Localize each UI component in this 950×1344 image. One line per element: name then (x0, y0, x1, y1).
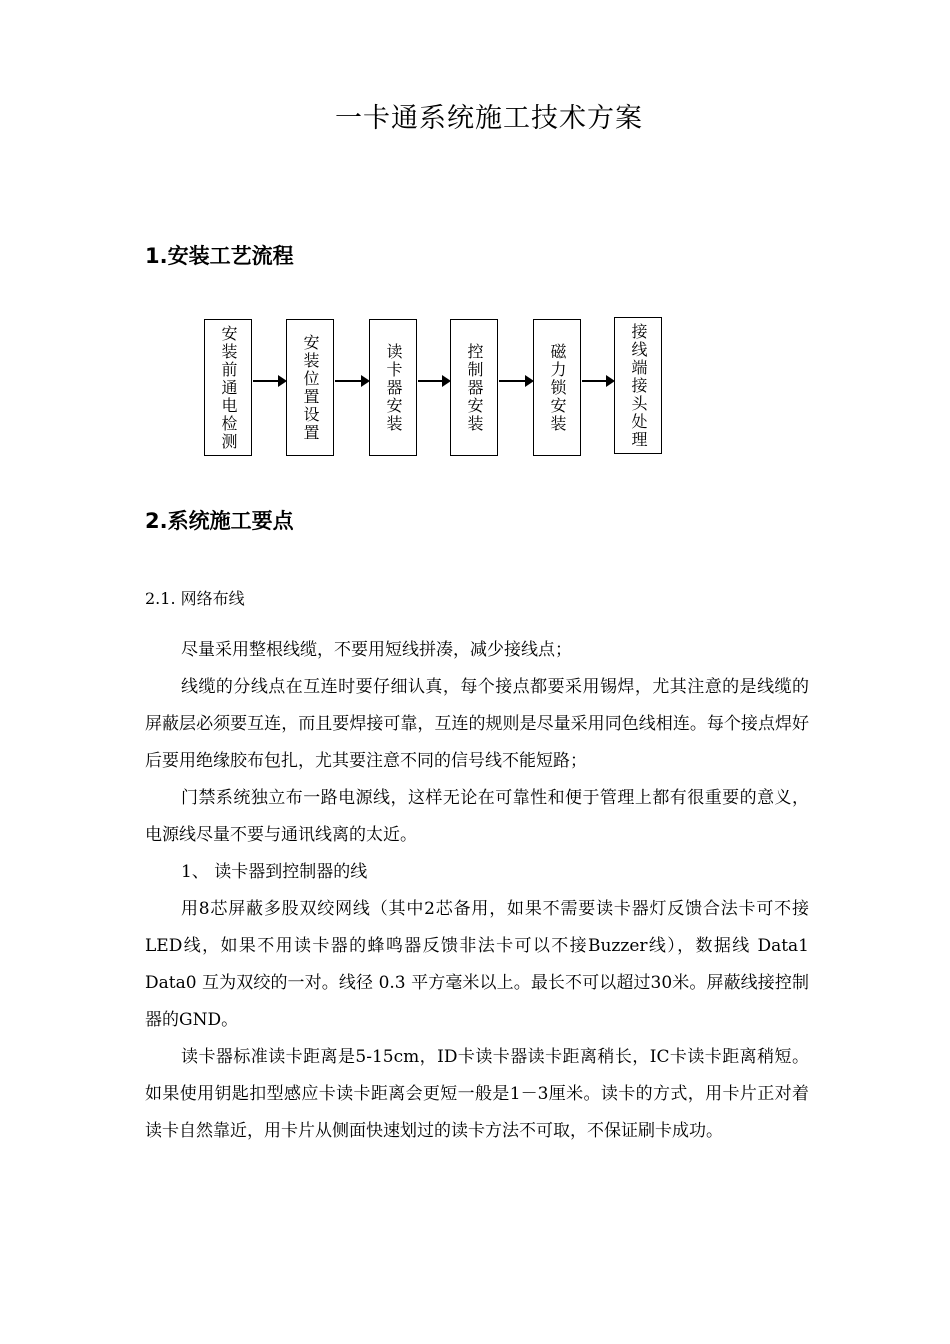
flow-step-6 (614, 317, 662, 454)
section-heading-key-points: 2.系统施工要点 (145, 509, 294, 533)
flow-arrow (335, 380, 368, 382)
paragraph: 尽量采用整根线缆，不要用短线拼凑，减少接线点； (181, 640, 572, 660)
flow-step-2 (286, 319, 334, 456)
section-heading-install-process: 1.安装工艺流程 (145, 244, 294, 268)
flow-step-label: 安装位置设置 (301, 333, 320, 442)
paragraph: 用8芯屏蔽多股双绞网线（其中2芯备用，如果不需要读卡器灯反馈合法卡可不接LED线，如果不用读卡器的蜂鸣器反馈非法卡可以不接Buzzer线），数据线 Data1 Data0 互为双绞的一对。线径 0.3 平方毫米以上。最长不可以超过30米。屏蔽线接控制器的GND。 (145, 899, 809, 1030)
paragraph: 1、 读卡器到控制器的线 (181, 862, 368, 882)
subheading-network-wiring: 2.1. 网络布线 (145, 589, 245, 608)
flow-step-label: 读卡器安装 (384, 342, 403, 433)
flow-step-3 (369, 319, 417, 456)
flow-arrow (418, 380, 449, 382)
flow-step-label: 安装前通电检测 (219, 324, 238, 451)
flow-step-1 (204, 319, 252, 456)
flow-step-label: 磁力锁安装 (548, 342, 567, 433)
paragraph: 读卡器标准读卡距离是5-15cm，ID卡读卡器读卡距离稍长，IC卡读卡距离稍短。如果使用钥匙扣型感应卡读卡距离会更短一般是1－3厘米。读卡的方式，用卡片正对着读卡自然靠近，用卡片从侧面快速划过的读卡方法不可取，不保证刷卡成功。 (145, 1047, 809, 1141)
flow-step-label: 接线端接头处理 (629, 322, 648, 449)
body-text (145, 632, 809, 1150)
flow-arrow (499, 380, 532, 382)
page-title: 一卡通系统施工技术方案 (335, 103, 643, 134)
paragraph: 线缆的分线点在互连时要仔细认真，每个接点都要采用锡焊，尤其注意的是线缆的屏蔽层必须要互连，而且要焊接可靠，互连的规则是尽量采用同色线相连。每个接点焊好后要用绝缘胶布包扎，尤其要注意不同的信号线不能短路； (145, 677, 809, 771)
flow-arrow (253, 380, 285, 382)
flow-step-5 (533, 319, 581, 456)
install-flow-diagram (0, 0, 950, 500)
flow-arrow (582, 380, 613, 382)
flow-step-label: 控制器安装 (465, 342, 484, 433)
paragraph: 门禁系统独立布一路电源线，这样无论在可靠性和便于管理上都有很重要的意义，电源线尽量不要与通讯线离的太近。 (145, 788, 809, 845)
flow-step-4 (450, 319, 498, 456)
